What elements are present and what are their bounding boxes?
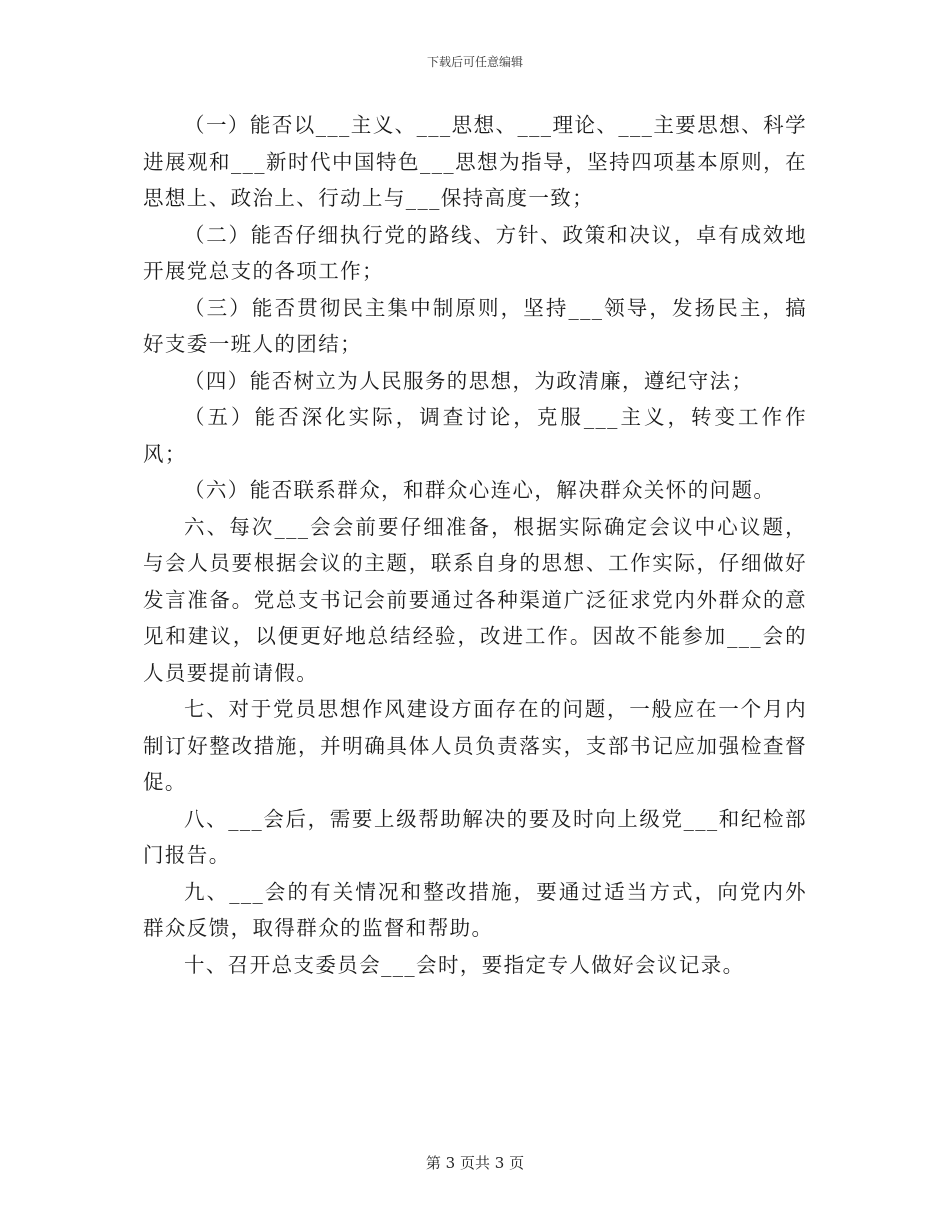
paragraph-section-10: 十、召开总支委员会___会时，要指定专人做好会议记录。 bbox=[184, 952, 745, 977]
paragraph-section-7: 七、对于党员思想作风建设方面存在的问题，一般应在一个月内制订好整改措施，并明确具体人员负责落实，支部书记应加强检查督促。 bbox=[143, 697, 807, 794]
paragraph-item-3: （三）能否贯彻民主集中制原则，坚持___领导，发扬民主，搞好支委一班人的团结； bbox=[143, 295, 807, 356]
paragraph-item-4: （四）能否树立为人民服务的思想，为政清廉，遵纪守法； bbox=[184, 368, 754, 393]
document-body bbox=[143, 107, 807, 983]
paragraph-item-6: （六）能否联系群众，和群众心连心，解决群众关怀的问题。 bbox=[184, 478, 776, 502]
paragraph-section-6: 六、每次___会会前要仔细准备，根据实际确定会议中心议题，与会人员要根据会议的主题，联系自身的思想、工作实际，仔细做好发言准备。党总支书记会前要通过各种渠道广泛征求党内外群众的意见和建议，以便更好地总结经验，改进工作。因故不能参加___会的人员要提前请假。 bbox=[143, 514, 807, 685]
page-number: 第 3 页共 3 页 bbox=[425, 1154, 525, 1172]
paragraph-item-1: （一）能否以___主义、___思想、___理论、___主要思想、科学进展观和___新时代中国特色___思想为指导，坚持四项基本原则，在思想上、政治上、行动上与___保持高度一致； bbox=[143, 113, 807, 210]
paragraph-section-9: 九、___会的有关情况和整改措施，要通过适当方式，向党内外群众反馈，取得群众的监督和帮助。 bbox=[143, 879, 807, 940]
paragraph-section-8: 八、___会后，需要上级帮助解决的要及时向上级党___和纪检部门报告。 bbox=[143, 806, 807, 867]
page-header: 下载后可任意编辑 bbox=[426, 55, 523, 69]
paragraph-item-2: （二）能否仔细执行党的路线、方针、政策和决议，卓有成效地开展党总支的各项工作； bbox=[143, 222, 807, 283]
paragraph-item-5: （五）能否深化实际，调查讨论，克服___主义，转变工作作风； bbox=[143, 405, 807, 466]
